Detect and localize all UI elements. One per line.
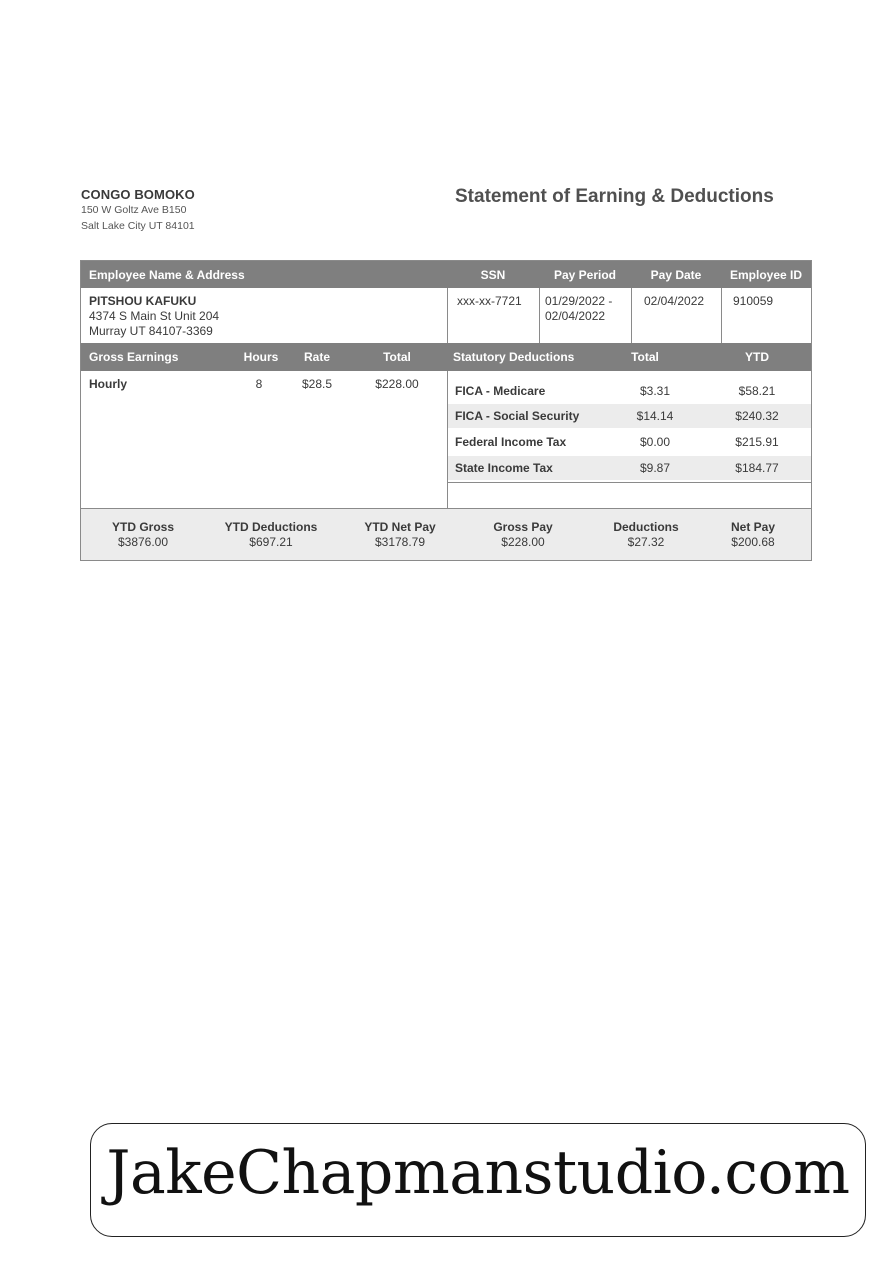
pay-date: 02/04/2022 <box>644 294 705 308</box>
header-employee-id: Employee ID <box>729 268 803 282</box>
company-address-line2: Salt Lake City UT 84101 <box>81 220 195 232</box>
deduction-total: $0.00 <box>639 435 671 449</box>
deduction-label: State Income Tax <box>455 461 553 475</box>
earning-rate: $28.5 <box>301 377 333 391</box>
deduction-label: FICA - Medicare <box>455 384 546 398</box>
watermark-text: JakeChapmanstudio.com <box>106 1138 850 1208</box>
company-name: CONGO BOMOKO <box>81 187 195 202</box>
earning-hours: 8 <box>255 377 263 391</box>
company-block <box>81 187 195 234</box>
deduction-ytd: $184.77 <box>735 461 779 475</box>
summary-value-deductions: $27.32 <box>627 535 665 549</box>
summary-value-ytd-net-pay: $3178.79 <box>374 535 426 549</box>
employee-address-line1: 4374 S Main St Unit 204 <box>89 309 220 323</box>
summary-label-gross-pay: Gross Pay <box>493 520 553 534</box>
summary-value-ytd-gross: $3876.00 <box>117 535 169 549</box>
statement-table <box>80 260 812 561</box>
deduction-ytd: $215.91 <box>735 435 779 449</box>
employee-name: PITSHOU KAFUKU <box>89 294 197 308</box>
header-pay-date: Pay Date <box>650 268 702 282</box>
deduction-ytd: $58.21 <box>738 384 776 398</box>
deduction-label: Federal Income Tax <box>455 435 567 449</box>
summary-value-net-pay: $200.68 <box>731 535 775 549</box>
header-pay-period: Pay Period <box>553 268 617 282</box>
summary-label-ytd-gross: YTD Gross <box>111 520 174 534</box>
summary-label-net-pay: Net Pay <box>730 520 776 534</box>
header-ssn: SSN <box>480 268 506 282</box>
employee-address-line2: Murray UT 84107-3369 <box>89 324 213 338</box>
header-statutory-deductions: Statutory Deductions <box>453 350 575 364</box>
header-gross-earnings: Gross Earnings <box>89 350 179 364</box>
watermark-banner <box>90 1123 866 1237</box>
header-earnings-total: Total <box>383 350 411 364</box>
header-hours: Hours <box>243 350 279 364</box>
summary-label-deductions: Deductions <box>613 520 679 534</box>
earnings-deductions-header-row <box>81 343 811 371</box>
employee-id: 910059 <box>733 294 774 308</box>
pay-period-start: 01/29/2022 - <box>545 294 613 308</box>
company-address-line1: 150 W Goltz Ave B150 <box>81 204 187 216</box>
header-rate: Rate <box>303 350 330 364</box>
header-deductions-ytd: YTD <box>745 350 769 364</box>
header-name-address: Employee Name & Address <box>89 268 245 282</box>
summary-value-gross-pay: $228.00 <box>501 535 545 549</box>
employee-ssn: xxx-xx-7721 <box>457 294 522 308</box>
header-deductions-total: Total <box>631 350 659 364</box>
summary-value-ytd-deductions: $697.21 <box>249 535 293 549</box>
summary-label-ytd-deductions: YTD Deductions <box>224 520 318 534</box>
deduction-total: $9.87 <box>639 461 671 475</box>
deduction-ytd: $240.32 <box>735 409 779 423</box>
pay-period-end: 02/04/2022 <box>545 309 606 323</box>
deduction-label: FICA - Social Security <box>455 409 580 423</box>
deduction-total: $3.31 <box>639 384 671 398</box>
deduction-total: $14.14 <box>636 409 674 423</box>
summary-label-ytd-net-pay: YTD Net Pay <box>364 520 436 534</box>
document-title: Statement of Earning & Deductions <box>455 186 774 207</box>
earning-total: $228.00 <box>375 377 419 391</box>
earning-label: Hourly <box>89 377 128 391</box>
